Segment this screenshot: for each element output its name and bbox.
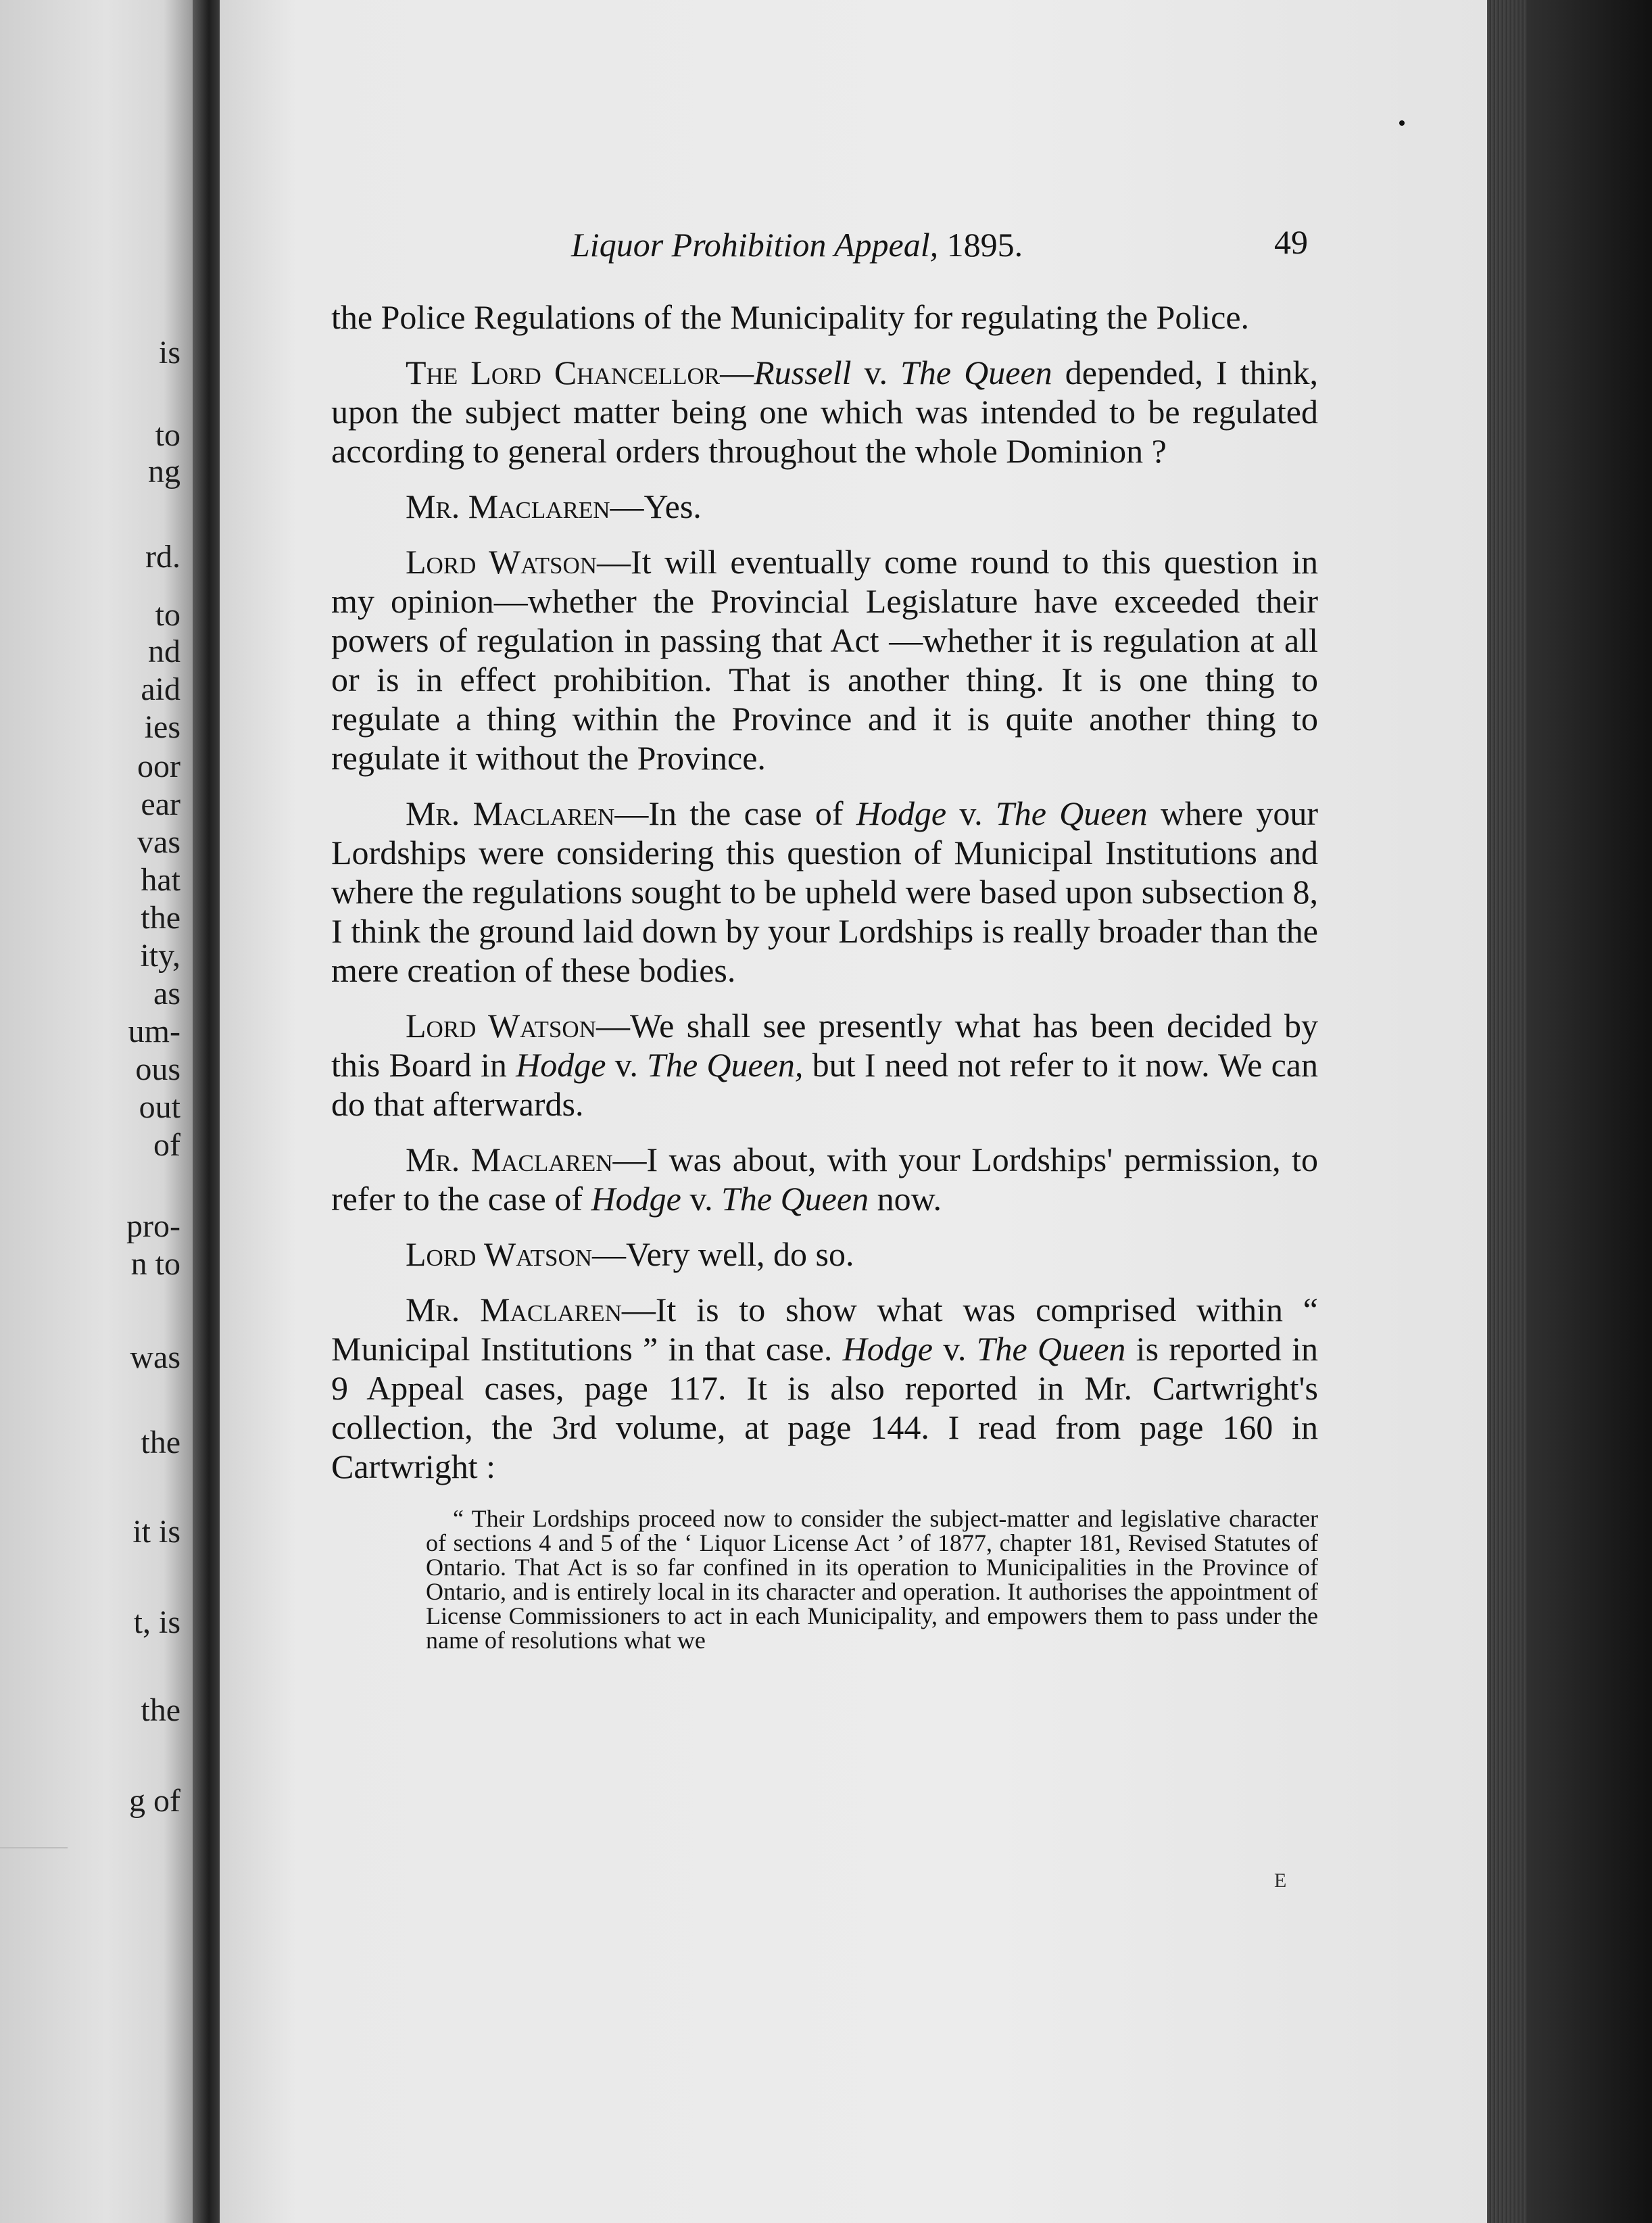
page-number: 49 [1274,223,1308,261]
speaker-name: Mr. Maclaren [406,487,610,525]
left-page-word-fragment: um- [128,1013,180,1049]
left-page-word-fragment: is [158,335,180,370]
case-name-a: Hodge [516,1046,606,1084]
left-page-word-fragment: ous [135,1051,180,1087]
speaker-name: Lord Watson [406,1007,596,1045]
paragraph-text: now. [869,1180,942,1218]
case-name-a: Hodge [856,794,947,832]
left-page-word-fragment: nd [148,634,180,669]
paragraph-continuation: the Police Regulations of the Municipality for regulating the Police. [331,298,1250,336]
left-page-word-fragment: ity, [140,938,180,974]
book-gutter [193,0,220,2223]
speaker-name: Mr. Maclaren [406,1141,613,1178]
left-page-word-fragment: as [153,976,180,1011]
paragraph-pre: It is to show what was comprised within “ Municipal Institutions ” in that case. [331,1291,1318,1368]
case-name-b: The Queen [995,794,1148,832]
left-page-word-fragment: the [141,900,180,936]
paragraph-text: but I need not refer to it now. We can do that afterwards. [331,1046,1318,1123]
left-page-word-fragment: it is [132,1514,180,1550]
left-page-word-fragment: to [155,417,180,453]
body-text [331,297,1318,1652]
left-page-word-fragment: ies [144,709,180,745]
left-page-word-fragment: out [139,1089,180,1125]
page-edges [1487,0,1528,2223]
left-page-word-fragment: ng [148,454,180,489]
case-name-a: Hodge [591,1180,681,1218]
left-page-word-fragment: hat [141,862,180,898]
case-name-a: Hodge [842,1330,933,1368]
left-page-word-fragment: pro- [126,1208,180,1244]
paragraph-text: Very well, do so. [626,1235,854,1273]
left-page-word-fragment: to [155,597,180,633]
running-title-text: Liquor Prohibition Appeal, [571,226,939,264]
left-page-word-fragment: n to [130,1246,180,1282]
left-page-word-fragment: the [141,1692,180,1728]
left-page-word-fragment: t, is [133,1604,180,1640]
case-name-b: The Queen [721,1180,869,1218]
speaker-name: Mr. Maclaren [406,1291,622,1329]
left-page-word-fragment: was [130,1339,180,1375]
paragraph-maclaren-hodge: Mr. Maclaren—In the case of Hodge v. The Queen where your Lordships were considering this question of Municipal Institutions and where the regulations sought to be upheld were based upon subsection 8, I think the ground laid down by your Lordships is really broader than the mere creation of these bodies. [331,794,1318,989]
case-name-b: The Queen [900,354,1052,391]
left-page-word-fragment: rd. [145,539,180,575]
speaker-name: Lord Watson [406,543,598,581]
case-name-a: Russell [754,354,852,391]
left-page-word-fragment: ear [141,786,180,822]
paragraph-text: It will eventually come round to this question in my opinion—whether the Provincial Legislature have exceeded their powers of regulation in passing that Act —whether it is regulation at all or is in effect prohibition. That is another thing. It is one thing to regulate a thing within the Province and it is quite another thing to regulate it without the Province. [331,543,1318,777]
left-page-word-fragment: the [141,1425,180,1460]
speaker-name: Mr. Maclaren [406,794,615,832]
left-page-word-fragment: oor [137,748,180,784]
speaker-name: Lord Watson [406,1235,593,1273]
speaker-name: The Lord Chancellor [406,354,721,391]
block-quote: “ Their Lordships proceed now to consider the subject-matter and legislative character of sections 4 and 5 of the ‘ Liquor License Act ’ of 1877, chapter 181, Revised Statutes of Ontario. That Act is so far confined in its operation to Municipalities in the Province of Ontario, and is entirely local in its character and operation. It authorises the appointment of License Commissioners to act in each Municipality, and empowers them to pass under the name of resolutions what we [426,1505,1318,1654]
signature-mark: E [1274,1869,1287,1892]
case-name-b: The Queen [976,1330,1126,1368]
paragraph-maclaren-reported: Mr. Maclaren—It is to show what was comprised within “ Municipal Institutions ” in that case. Hodge v. The Queen is reported in 9 Appeal cases, page 117. It is also reported in Mr. Cartwright's collection, the 3rd volume, at page 144. I read from page 160 in Cartwright : [331,1291,1318,1485]
paragraph-text: where your Lordships were considering this question of Municipal Institutions and where the regulations sought to be upheld were based upon subsection 8, I think the ground laid down by your Lordships is really broader than the mere creation of these bodies. [331,794,1318,989]
paragraph-text: is reported in 9 Appeal cases, page 117. It is also reported in Mr. Cartwright's collection, the 3rd volume, at page 144. I read from page 160 in Cartwright : [331,1330,1318,1485]
paragraph-maclaren-permission: Mr. Maclaren—I was about, with your Lordships' permission, to refer to the case of Hodge v. The Queen now. [331,1141,1318,1218]
running-title [571,225,1023,264]
paragraph-text: depended, I think, upon the subject matter being one which was intended to be regulated according to general orders throughout the whole Dominion ? [331,354,1318,470]
running-head [348,225,1321,266]
paragraph-text: Yes. [643,487,702,525]
paragraph-pre: I was about, with your Lordships' permission, to refer to the case of [331,1141,1318,1218]
paragraph-pre: In the case of [648,794,856,832]
left-page-word-fragment: vas [137,824,180,860]
paragraph-watson-3: Lord Watson—Very well, do so. [406,1235,854,1273]
paragraph-watson-2: Lord Watson—We shall see presently what has been decided by this Board in Hodge v. The Queen, but I need not refer to it now. We can do that afterwards. [331,1007,1318,1123]
left-page-word-fragment: of [153,1127,180,1163]
paragraph-lord-chancellor: The Lord Chancellor—Russell v. The Queen depended, I think, upon the subject matter being one which was intended to be regulated according to general orders throughout the whole Dominion ? [331,354,1318,470]
case-name-b: The Queen, [647,1046,804,1084]
paragraph-watson-1: Lord Watson—It will eventually come round to this question in my opinion—whether the Provincial Legislature have exceeded their powers of regulation in passing that Act —whether it is regulation at all or is in effect prohibition. That is another thing. It is one thing to regulate a thing within the Province and it is quite another thing to regulate it without the Province. [331,543,1318,777]
paragraph-maclaren-yes: Mr. Maclaren—Yes. [406,487,702,525]
paragraph-pre: We shall see presently what has been decided by this Board in [331,1007,1318,1084]
left-page-word-fragment: g of [129,1783,180,1819]
ink-speck [1399,120,1405,126]
left-page-rule [0,1847,68,1848]
left-facing-page [0,0,193,2223]
left-page-word-fragment: aid [141,671,180,707]
running-title-year: 1895. [946,226,1023,264]
